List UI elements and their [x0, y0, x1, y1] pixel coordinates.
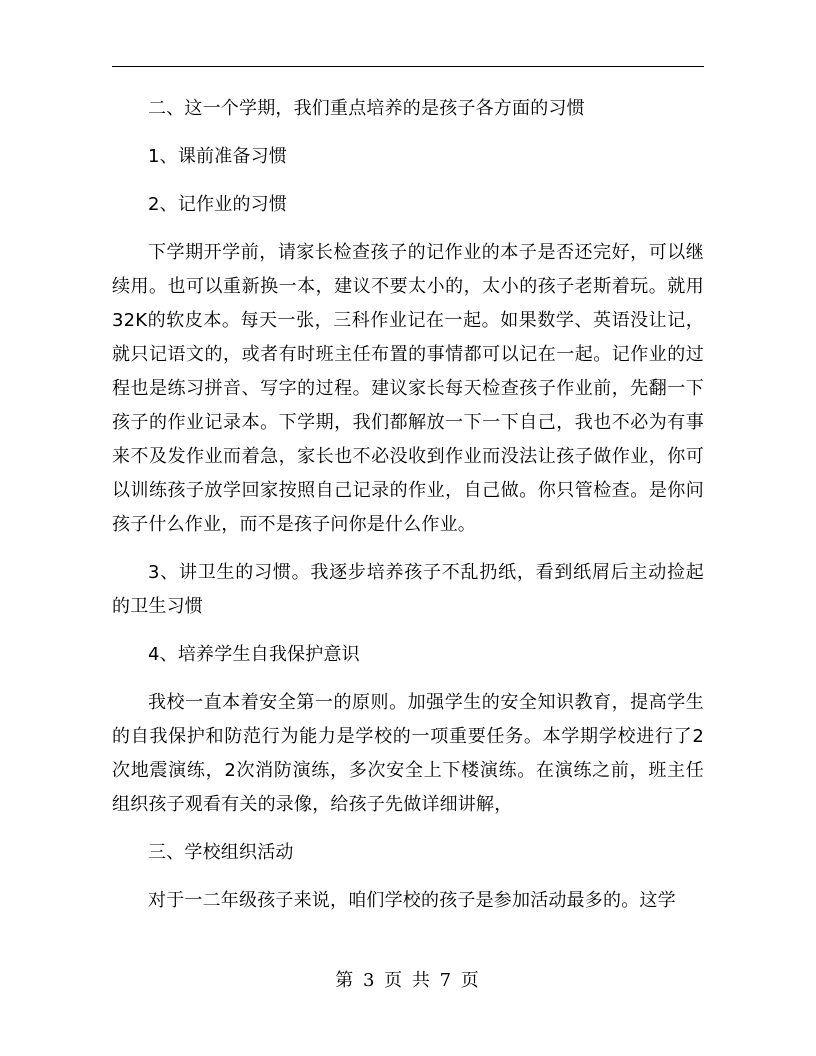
paragraph-homework-notebook: 下学期开学前，请家长检查孩子的记作业的本子是否还完好，可以继续用。也可以重新换一本，建议不要太小的，太小的孩子老斯着玩。就用32K的软皮本。每天一张，三科作业记在一起。如果数学、英语没让记，就只记语文的，或者有时班主任布置的事情都可以记在一起。记作业的过程也是练习拼音、写字的过程。建议家长每天检查孩子作业前，先翻一下孩子的作业记录本。下学期，我们都解放一下一下自己，我也不必为有事来不及发作业而着急，家长也不必没收到作业而没法让孩子做作业，你可以训练孩子放学回家按照自己记录的作业，自己做。你只管检查。是你问孩子什么作业，而不是孩子问你是什么作业。 — [112, 242, 704, 535]
section-heading-habits: 二、这一个学期，我们重点培养的是孩子各方面的习惯 — [148, 98, 585, 119]
list-item-homework-habit: 2、记作业的习惯 — [148, 194, 288, 215]
document-body — [112, 92, 704, 918]
paragraph-safety-education: 我校一直本着安全第一的原则。加强学生的安全知识教育，提高学生的自我保护和防范行为能力是学校的一项重要任务。本学期学校进行了2次地震演练，2次消防演练，多次安全上下楼演练。在演练之前，班主任组织孩子观看有关的录像，给孩子先做详细讲解， — [112, 692, 704, 815]
list-item-preparation-habit: 1、课前准备习惯 — [148, 146, 288, 167]
page-footer: 第 3 页 共 7 页 — [335, 970, 481, 991]
list-item-self-protection: 4、培养学生自我保护意识 — [148, 644, 360, 665]
section-heading-activities: 三、学校组织活动 — [148, 842, 294, 863]
list-item-hygiene-habit: 3、讲卫生的习惯。我逐步培养孩子不乱扔纸，看到纸屑后主动捡起的卫生习惯 — [112, 562, 704, 617]
header-rule — [112, 66, 704, 67]
paragraph-activities: 对于一二年级孩子来说，咱们学校的孩子是参加活动最多的。这学 — [148, 890, 676, 911]
